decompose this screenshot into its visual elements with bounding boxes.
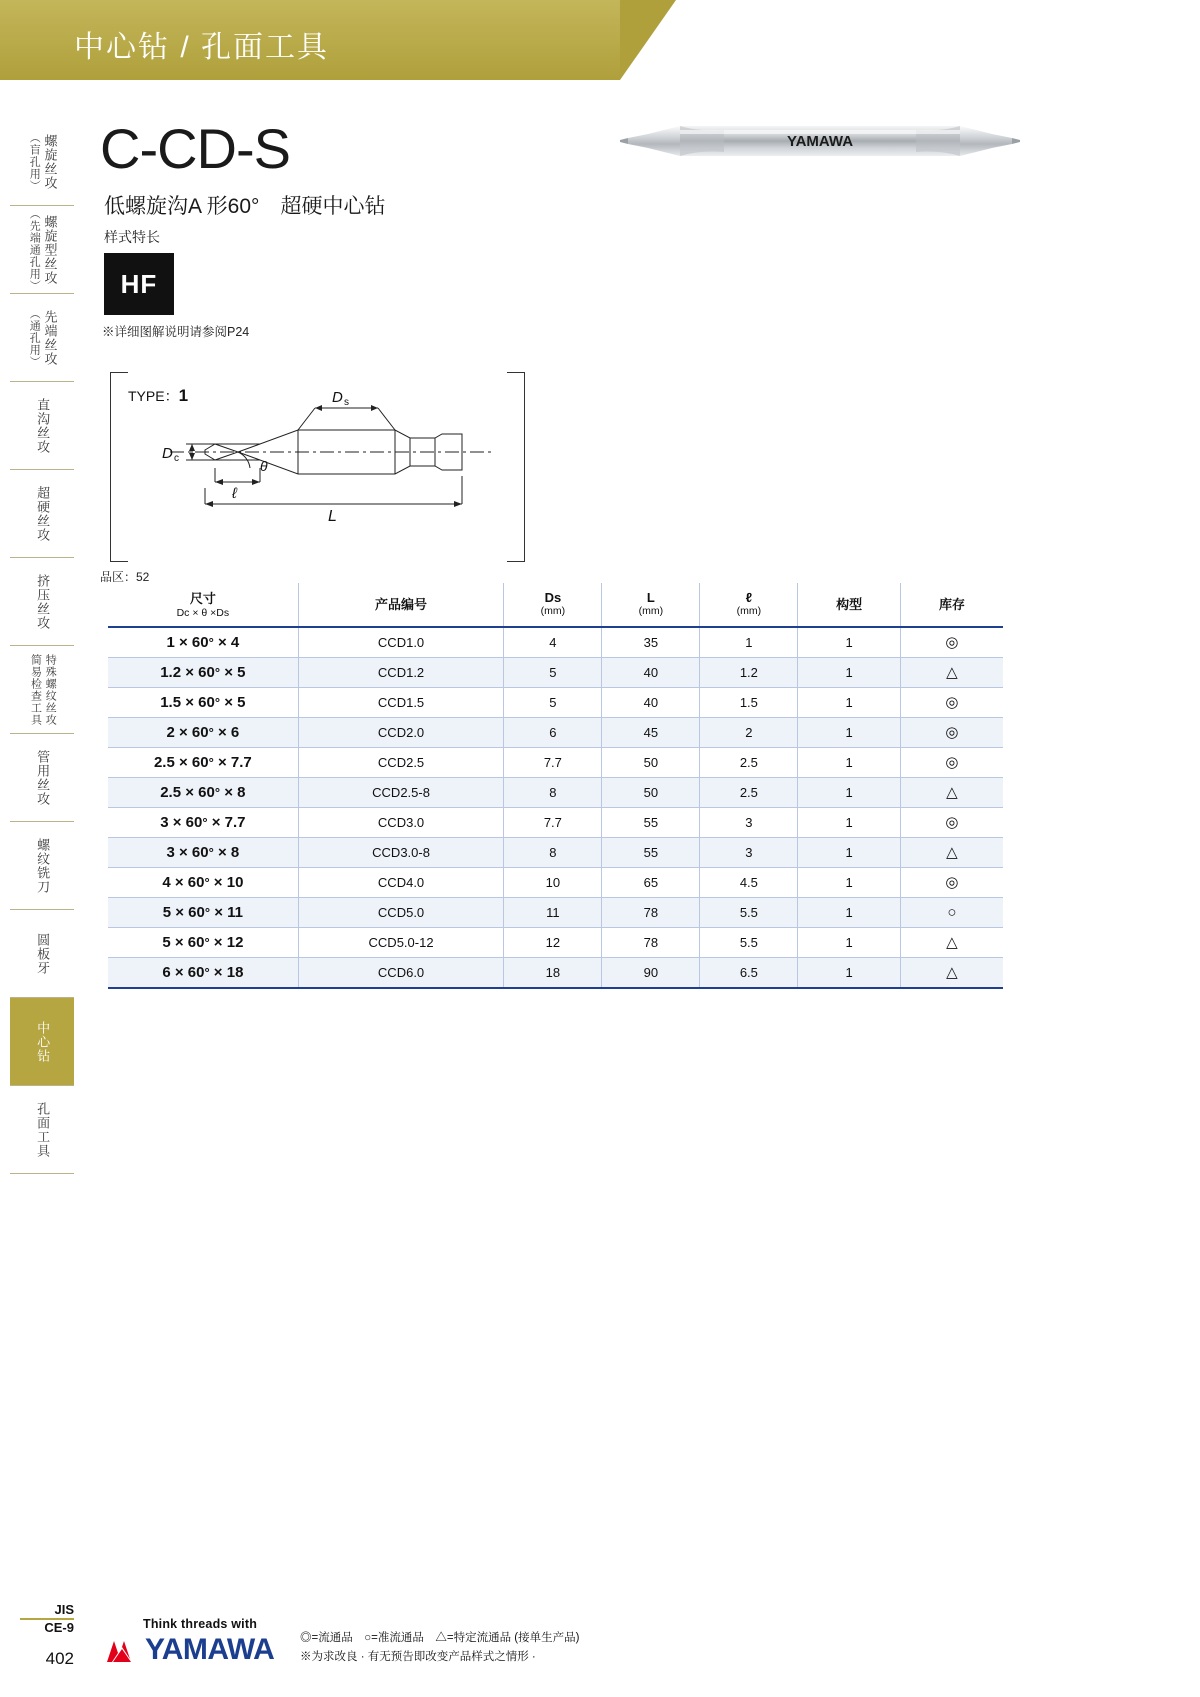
cell-dimension: 2 × 60° × 6 bbox=[108, 718, 298, 748]
cell-code: CCD5.0-12 bbox=[298, 928, 504, 958]
sidebar-item-pipe-tap[interactable] bbox=[10, 734, 74, 822]
sidebar-item-special-thread-gauge[interactable] bbox=[10, 646, 74, 734]
label-l: L bbox=[328, 508, 337, 525]
header-ds-unit: (mm) bbox=[540, 605, 566, 617]
sidebar-item-round-die[interactable] bbox=[10, 910, 74, 998]
cell-dimension: 2.5 × 60° × 7.7 bbox=[108, 748, 298, 778]
header-ell bbox=[700, 583, 798, 627]
cell-ell: 5.5 bbox=[700, 928, 798, 958]
header-type: 构型 bbox=[798, 583, 901, 627]
ce-label: CE-9 bbox=[44, 1620, 74, 1635]
table-row bbox=[108, 928, 1003, 958]
type-diagram bbox=[110, 372, 525, 562]
footer-legend: ◎=流通品 ○=准流通品 △=特定流通品 (接单生产品) bbox=[300, 1632, 580, 1644]
part-zone: 品区：52 bbox=[100, 570, 150, 584]
sidebar bbox=[10, 118, 74, 1174]
table-row bbox=[108, 748, 1003, 778]
cell-ell: 3 bbox=[700, 808, 798, 838]
table-row bbox=[108, 958, 1003, 989]
header-l-unit: (mm) bbox=[638, 605, 664, 617]
header-ell-unit: (mm) bbox=[736, 605, 762, 617]
cell-ds: 10 bbox=[504, 868, 602, 898]
cell-stock bbox=[900, 627, 1003, 658]
footer-standard bbox=[20, 1602, 74, 1635]
cell-l: 35 bbox=[602, 627, 700, 658]
cell-l: 65 bbox=[602, 868, 700, 898]
cell-dimension: 3 × 60° × 7.7 bbox=[108, 808, 298, 838]
cell-l: 40 bbox=[602, 658, 700, 688]
photo-brand-text: YAMAWA bbox=[786, 133, 854, 150]
cell-ell: 3 bbox=[700, 838, 798, 868]
cell-type: 1 bbox=[798, 808, 901, 838]
cell-type: 1 bbox=[798, 778, 901, 808]
table-row bbox=[108, 688, 1003, 718]
cell-stock bbox=[900, 808, 1003, 838]
cell-code: CCD1.0 bbox=[298, 627, 504, 658]
cell-stock bbox=[900, 778, 1003, 808]
sidebar-item-straight-flute-tap[interactable] bbox=[10, 382, 74, 470]
stock-symbol: ◎ bbox=[945, 814, 959, 831]
cell-ell: 4.5 bbox=[700, 868, 798, 898]
cell-l: 78 bbox=[602, 928, 700, 958]
sidebar-item-sublabel: （先端通孔用） bbox=[28, 207, 41, 292]
table-row bbox=[108, 718, 1003, 748]
sidebar-item-sublabel: （盲孔用） bbox=[28, 131, 41, 192]
header-stock: 库存 bbox=[900, 583, 1003, 627]
cell-l: 55 bbox=[602, 808, 700, 838]
cell-l: 50 bbox=[602, 748, 700, 778]
header-ds-main: Ds bbox=[544, 590, 562, 605]
cell-dimension: 1.5 × 60° × 5 bbox=[108, 688, 298, 718]
cell-l: 40 bbox=[602, 688, 700, 718]
cell-ell: 2 bbox=[700, 718, 798, 748]
cell-ds: 12 bbox=[504, 928, 602, 958]
sidebar-item-label: 螺旋丝攻 bbox=[42, 133, 58, 190]
stock-symbol: ○ bbox=[947, 904, 957, 921]
stock-symbol: △ bbox=[946, 844, 958, 861]
header-ell-main: ℓ bbox=[745, 590, 753, 605]
cell-code: CCD3.0 bbox=[298, 808, 504, 838]
cell-type: 1 bbox=[798, 718, 901, 748]
sidebar-item-label: 孔面工具 bbox=[35, 1101, 51, 1158]
cell-l: 55 bbox=[602, 838, 700, 868]
sidebar-item-label: 管用丝攻 bbox=[35, 749, 51, 806]
table-row bbox=[108, 627, 1003, 658]
label-ds: D bbox=[332, 389, 343, 406]
table-row bbox=[108, 658, 1003, 688]
sidebar-item-label: 超硬丝攻 bbox=[35, 485, 51, 542]
sidebar-item-label: 圆板牙 bbox=[35, 932, 51, 975]
cell-dimension: 1 × 60° × 4 bbox=[108, 627, 298, 658]
footer-tagline: Think threads with bbox=[143, 1617, 258, 1631]
product-feature-label: 样式特长 bbox=[104, 229, 160, 245]
cell-dimension: 5 × 60° × 11 bbox=[108, 898, 298, 928]
yamawa-mark-icon bbox=[105, 1635, 139, 1665]
cell-ell: 2.5 bbox=[700, 748, 798, 778]
cell-type: 1 bbox=[798, 958, 901, 989]
cell-ell: 1.2 bbox=[700, 658, 798, 688]
cell-type: 1 bbox=[798, 898, 901, 928]
product-description: 低螺旋沟A 形60° 超硬中心钻 bbox=[104, 195, 386, 218]
footer-logo bbox=[105, 1617, 305, 1667]
cell-ds: 18 bbox=[504, 958, 602, 989]
cell-l: 78 bbox=[602, 898, 700, 928]
sidebar-item-label: 挤压丝攻 bbox=[35, 573, 51, 630]
cell-l: 90 bbox=[602, 958, 700, 989]
sidebar-item-label: 先端丝攻 bbox=[42, 309, 58, 366]
cell-ds: 5 bbox=[504, 688, 602, 718]
table-row bbox=[108, 778, 1003, 808]
stock-symbol: ◎ bbox=[945, 694, 959, 711]
label-dc-sub: c bbox=[174, 453, 179, 464]
cell-code: CCD3.0-8 bbox=[298, 838, 504, 868]
sidebar-item-carbide-tap[interactable] bbox=[10, 470, 74, 558]
cell-dimension: 5 × 60° × 12 bbox=[108, 928, 298, 958]
sidebar-item-label: 中心钻 bbox=[35, 1020, 51, 1063]
cell-stock bbox=[900, 688, 1003, 718]
cell-stock bbox=[900, 928, 1003, 958]
label-ds-sub: s bbox=[344, 397, 349, 408]
product-photo bbox=[620, 110, 1020, 172]
cell-ds: 5 bbox=[504, 658, 602, 688]
stock-symbol: △ bbox=[946, 964, 958, 981]
cell-ell: 5.5 bbox=[700, 898, 798, 928]
cell-type: 1 bbox=[798, 748, 901, 778]
sidebar-item-thread-mill[interactable] bbox=[10, 822, 74, 910]
label-theta: θ bbox=[260, 458, 268, 474]
cell-type: 1 bbox=[798, 868, 901, 898]
detail-note: ※详细图解说明请参阅P24 bbox=[102, 325, 250, 339]
cell-code: CCD2.5-8 bbox=[298, 778, 504, 808]
cell-ds: 11 bbox=[504, 898, 602, 928]
sidebar-item-hole-surface-tool[interactable] bbox=[10, 1086, 74, 1174]
footer-brand: YAMAWA bbox=[145, 1633, 275, 1666]
header-dimension bbox=[108, 583, 298, 627]
label-ell: ℓ bbox=[232, 485, 237, 502]
cell-stock bbox=[900, 748, 1003, 778]
sidebar-item-label: 特殊螺纹丝攻 bbox=[44, 653, 57, 726]
stock-symbol: △ bbox=[946, 784, 958, 801]
cell-dimension: 2.5 × 60° × 8 bbox=[108, 778, 298, 808]
jis-label: JIS bbox=[20, 1602, 74, 1620]
table-row bbox=[108, 808, 1003, 838]
header-code: 产品编号 bbox=[298, 583, 504, 627]
cell-dimension: 6 × 60° × 18 bbox=[108, 958, 298, 989]
cell-code: CCD1.5 bbox=[298, 688, 504, 718]
cell-code: CCD1.2 bbox=[298, 658, 504, 688]
stock-symbol: ◎ bbox=[945, 634, 959, 651]
stock-symbol: △ bbox=[946, 934, 958, 951]
cell-stock bbox=[900, 718, 1003, 748]
header-dimension-sub: Dc × θ ×Ds bbox=[176, 607, 230, 619]
table-body bbox=[108, 627, 1003, 988]
cell-type: 1 bbox=[798, 928, 901, 958]
sidebar-item-label: 直沟丝攻 bbox=[35, 397, 51, 454]
table-header-row bbox=[108, 583, 1003, 627]
cell-code: CCD4.0 bbox=[298, 868, 504, 898]
sidebar-item-spiral-tap-blind[interactable] bbox=[10, 118, 74, 206]
header-l-main: L bbox=[646, 590, 655, 605]
header-l bbox=[602, 583, 700, 627]
cell-stock bbox=[900, 658, 1003, 688]
cell-ell: 1 bbox=[700, 627, 798, 658]
table-row bbox=[108, 868, 1003, 898]
page-title: 中心钻 / 孔面工具 bbox=[74, 31, 330, 64]
cell-ds: 7.7 bbox=[504, 808, 602, 838]
cell-ds: 7.7 bbox=[504, 748, 602, 778]
table-row bbox=[108, 898, 1003, 928]
stock-symbol: △ bbox=[946, 664, 958, 681]
stock-symbol: ◎ bbox=[945, 874, 959, 891]
sidebar-item-sublabel: 简易检查工具 bbox=[29, 653, 42, 726]
stock-symbol: ◎ bbox=[945, 724, 959, 741]
cell-stock bbox=[900, 868, 1003, 898]
sidebar-item-forming-tap[interactable] bbox=[10, 558, 74, 646]
cell-stock bbox=[900, 958, 1003, 989]
stock-symbol: ◎ bbox=[945, 754, 959, 771]
cell-dimension: 1.2 × 60° × 5 bbox=[108, 658, 298, 688]
table-row bbox=[108, 838, 1003, 868]
cell-l: 50 bbox=[602, 778, 700, 808]
header-dimension-main: 尺寸 bbox=[189, 591, 216, 606]
type-label-text: TYPE： bbox=[128, 388, 179, 404]
header-ds bbox=[504, 583, 602, 627]
cell-code: CCD2.0 bbox=[298, 718, 504, 748]
type-value: 1 bbox=[178, 386, 189, 405]
cell-ds: 8 bbox=[504, 838, 602, 868]
footer-legend-secondary: ※为求改良 · 有无预告即改变产品样式之情形 · bbox=[300, 1651, 536, 1663]
cell-code: CCD6.0 bbox=[298, 958, 504, 989]
cell-type: 1 bbox=[798, 688, 901, 718]
cell-code: CCD2.5 bbox=[298, 748, 504, 778]
cell-stock bbox=[900, 838, 1003, 868]
page-number: 402 bbox=[45, 1649, 74, 1668]
spec-table bbox=[108, 583, 1003, 989]
cell-code: CCD5.0 bbox=[298, 898, 504, 928]
sidebar-item-label: 螺旋型丝攻 bbox=[42, 214, 58, 285]
cell-dimension: 4 × 60° × 10 bbox=[108, 868, 298, 898]
cell-type: 1 bbox=[798, 658, 901, 688]
cell-ds: 8 bbox=[504, 778, 602, 808]
sidebar-item-sublabel: （通孔用） bbox=[28, 307, 41, 368]
cell-type: 1 bbox=[798, 838, 901, 868]
sidebar-item-label: 螺纹铣刀 bbox=[35, 837, 51, 894]
hf-badge: HF bbox=[104, 253, 174, 315]
cell-ell: 2.5 bbox=[700, 778, 798, 808]
cell-ell: 6.5 bbox=[700, 958, 798, 989]
label-dc: D bbox=[162, 445, 173, 462]
sidebar-item-spiral-point-tap[interactable] bbox=[10, 206, 74, 294]
cell-ds: 4 bbox=[504, 627, 602, 658]
cell-dimension: 3 × 60° × 8 bbox=[108, 838, 298, 868]
cell-stock bbox=[900, 898, 1003, 928]
cell-l: 45 bbox=[602, 718, 700, 748]
cell-type: 1 bbox=[798, 627, 901, 658]
cell-ell: 1.5 bbox=[700, 688, 798, 718]
product-code: C-CD-S bbox=[100, 117, 290, 180]
sidebar-item-point-tap[interactable] bbox=[10, 294, 74, 382]
cell-ds: 6 bbox=[504, 718, 602, 748]
sidebar-item-center-drill[interactable] bbox=[10, 998, 74, 1086]
